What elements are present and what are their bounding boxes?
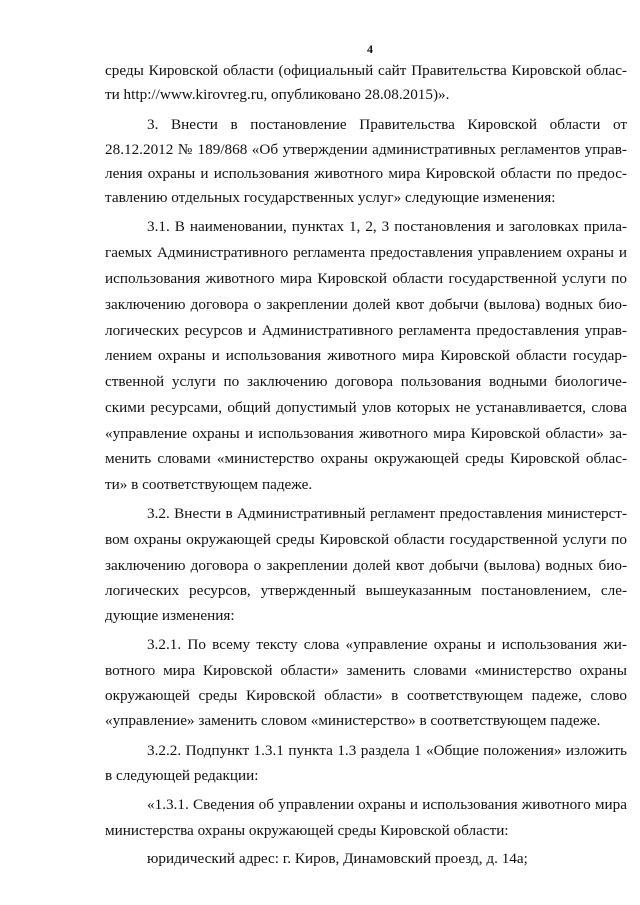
- text-line: логических ресурсов, утвержденный вышеуказанным постановлением, сле-: [105, 582, 627, 599]
- text-line: «управление» заменить словом «министерство» в соответствующем падеже.: [105, 712, 601, 729]
- text-line: логических ресурсов и Административного регламента предоставления управ-: [105, 322, 627, 339]
- text-line: «управление охраны и использования животного мира Кировской области» за-: [105, 425, 627, 442]
- text-line: заключению договора о закреплении долей квот добычи (вылова) водных био-: [105, 557, 627, 574]
- text-line: «1.3.1. Сведения об управлении охраны и использования животного мира: [147, 796, 627, 813]
- page-number: 4: [367, 42, 373, 56]
- text-line: среды Кировской области (официальный сайт Правительства Кировской облас-: [105, 62, 627, 79]
- text-line: дующие изменения:: [105, 607, 235, 624]
- text-line: окружающей среды Кировской области» в соответствующем падеже, слово: [105, 687, 627, 704]
- text-line: тавлению отдельных государственных услуг» следующие изменения:: [105, 189, 556, 206]
- text-line: 3.2.1. По всему тексту слова «управление охраны и использования жи-: [147, 636, 627, 653]
- text-line: в следующей редакции:: [105, 767, 259, 784]
- text-line: юридический адрес: г. Киров, Динамовский проезд, д. 14а;: [147, 850, 528, 867]
- text-line: заключению договора о закреплении долей квот добычи (вылова) водных био-: [105, 296, 627, 313]
- text-line: ти http://www.kirovreg.ru, опубликовано 28.08.2015)».: [105, 86, 450, 103]
- text-line: вом охраны окружающей среды Кировской области государственной услуги по: [105, 531, 627, 548]
- text-line: 28.12.2012 № 189/868 «Об утверждении административных регламентов управ-: [105, 141, 627, 158]
- text-line: гаемых Административного регламента предоставления управлением охраны и: [105, 244, 627, 261]
- text-line: министерства охраны окружающей среды Кировской области:: [105, 822, 509, 839]
- text-line: лением охраны и использования животного мира Кировской области государ-: [105, 347, 627, 364]
- text-line: ственной услуги по заключению договора пользования водными биологиче-: [105, 373, 627, 390]
- text-line: использования животного мира Кировской области государственной услуги по: [105, 270, 627, 287]
- text-line: вотного мира Кировской области» заменить словами «министерство охраны: [105, 662, 627, 679]
- text-line: 3.2.2. Подпункт 1.3.1 пункта 1.3 раздела 1 «Общие положения» изложить: [147, 742, 627, 759]
- text-line: 3.2. Внести в Административный регламент предоставления министерст-: [147, 505, 627, 522]
- text-line: ти» в соответствующем падеже.: [105, 476, 313, 493]
- text-line: 3. Внести в постановление Правительства Кировской области от: [147, 116, 627, 133]
- text-line: ления охраны и использования животного мира Кировской области по предос-: [105, 165, 627, 182]
- text-line: менить словами «министерство охраны окружающей среды Кировской облас-: [105, 450, 627, 467]
- text-line: скими ресурсами, общий допустимый улов которых не устанавливается, слова: [105, 399, 627, 416]
- text-line: 3.1. В наименовании, пунктах 1, 2, 3 постановления и заголовках прила-: [147, 218, 627, 235]
